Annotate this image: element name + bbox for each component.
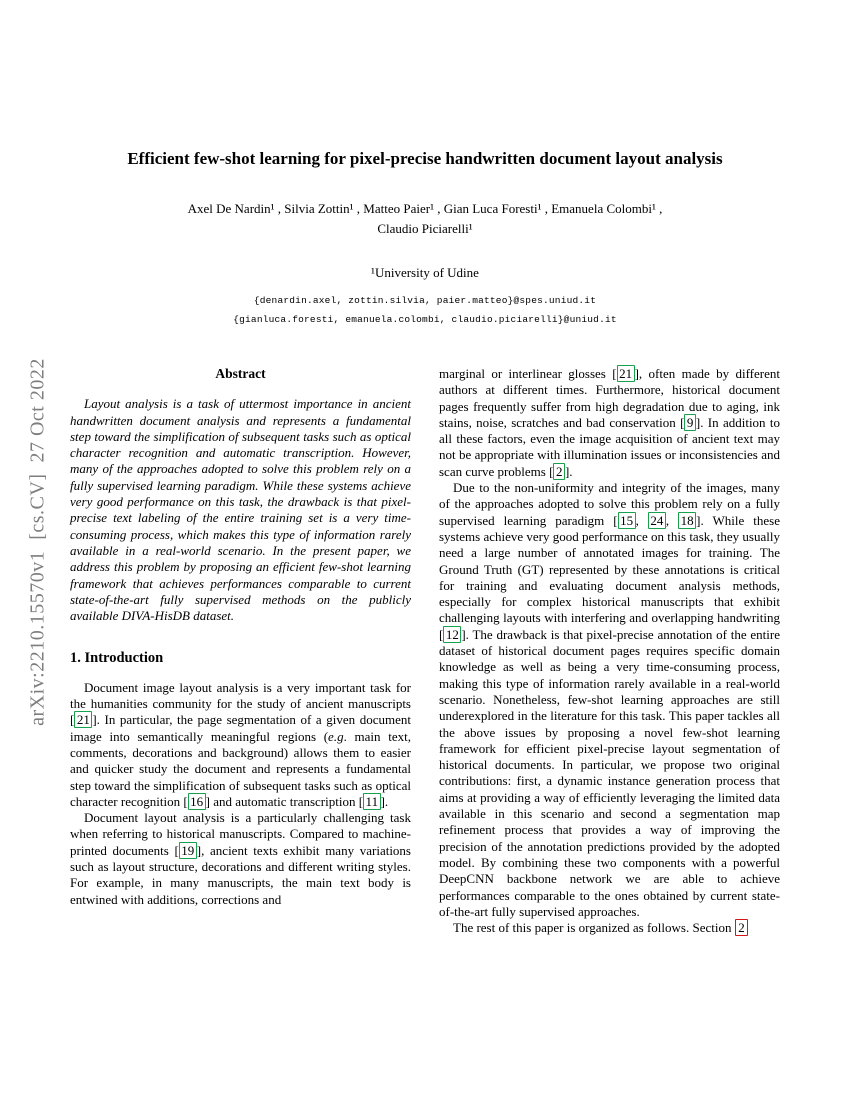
two-column-body <box>0 366 850 936</box>
affiliation: ¹University of Udine <box>371 265 479 280</box>
section-heading-introduction: 1. Introduction <box>70 650 164 667</box>
abstract-text: Layout analysis is a task of uttermost importance in ancient handwritten document analysis and represents a fundamental step toward the simplification of subsequent tasks such as optical character recognition and automatic transcription. However, many of the approaches adopted to solve this problem rely on a fully supervised learning paradigm. While these systems achieve very good performance on this task, the drawback is that pixel-precise text labeling of the entire training set is a very time-consuming process, which makes this type of information rarely available in a real-world scenario. In the present paper, we address this problem by proposing an efficient few-shot learning framework that achieves performances comparable to current state-of-the-art fully supervised methods on the publicly available DIVA-HisDB dataset. <box>70 396 411 624</box>
citation-link[interactable]: 2 <box>553 463 565 480</box>
citation-link[interactable]: 9 <box>684 414 696 431</box>
right-column <box>439 366 780 936</box>
citation-link[interactable]: 11 <box>363 793 381 810</box>
emails-block <box>0 291 850 329</box>
citation-link[interactable]: 18 <box>678 512 696 529</box>
authors-block <box>0 199 850 239</box>
intro-paragraph-1: Document image layout analysis is a very important task for the humanities community for the study of ancient manuscripts [ 21 ]. In particular, the page segmentation of a given document image into semantically meaningful regions (e.g. main text, comments, decorations and background) allows them to easier and quicker study the document and represents a fundamental step toward the simplification of subsequent tasks such as optical character recognition [ 16 ] and automatic transcription [ 11 ]. <box>70 679 411 809</box>
section-ref-link[interactable]: 2 <box>735 919 749 936</box>
intro-paragraph-2-continued: marginal or interlinear glosses [ 21 ], often made by different authors at different times. Furthermore, historical document pages frequently suffer from high degradation due to aging, ink stains, noise, scratches and bad conservation [ 9 ]. In addition to all these factors, even the image acquisition of ancient text may not be appropriate with illumination issues or inconsistencies and scan curve problems [ 2 ]. <box>439 366 780 479</box>
citation-link[interactable]: 15 <box>618 512 636 529</box>
intro-paragraph-2: Document layout analysis is a particularly challenging task when referring to historical manuscripts. Compared to machine-printed documents [ 19 ], ancient texts exhibit many variations such as layout structure, decorations and different writing styles. For example, in many manuscripts, the main text body is entwined with additions, corrections and <box>70 810 411 907</box>
citation-link[interactable]: 21 <box>617 365 635 382</box>
paper-title: Efficient few-shot learning for pixel-precise handwritten document layout analysis <box>127 149 723 168</box>
citation-link[interactable]: 21 <box>74 711 92 728</box>
email-line-1: {denardin.axel, zottin.silvia, paier.matteo}@spes.uniud.it <box>253 295 597 306</box>
abstract-heading: Abstract <box>215 366 266 381</box>
citation-link[interactable]: 19 <box>179 842 197 859</box>
title-block <box>0 0 850 329</box>
authors-line-2: Claudio Piciarelli¹ <box>377 221 473 236</box>
authors-line-1: Axel De Nardin¹ , Silvia Zottin¹ , Matteo Paier¹ , Gian Luca Foresti¹ , Emanuela Colombi¹ , <box>187 201 663 216</box>
citation-link[interactable]: 16 <box>188 793 206 810</box>
citation-link[interactable]: 24 <box>648 512 666 529</box>
intro-paragraph-4: The rest of this paper is organized as follows. Section 2 <box>439 920 780 936</box>
arxiv-watermark: arXiv:2210.15570v1 [cs.CV] 27 Oct 2022 <box>26 358 49 726</box>
left-column <box>70 366 411 936</box>
citation-link[interactable]: 12 <box>443 626 461 643</box>
email-line-2: {gianluca.foresti, emanuela.colombi, claudio.piciarelli}@uniud.it <box>233 314 617 325</box>
intro-paragraph-3: Due to the non-uniformity and integrity of the images, many of the approaches adopted to solve this problem rely on a fully supervised learning paradigm [ 15 , 24 , 18 ]. While these systems achieve very good performance on this task, they usually need a large number of annotated images for training. The Ground Truth (GT) represented by these annotations is critical for training and evaluating document analysis methods, especially for complex historical manuscripts that exhibit challenging layouts with interfering and overlapping handwriting [ 12 ]. The drawback is that pixel-precise annotation of the entire dataset of historical document pages requires specific domain knowledge as well as being a very time-consuming process, making this type of information rarely available in a real-world scenario. Nonetheless, few-shot learning approaches are still underexplored in the literature for this task. This paper tackles all the above issues by proposing a novel few-shot learning framework for efficient pixel-precise layout segmentation of historical documents. In particular, we propose two original contributions: first, a dynamic instance generation process that aims at providing a way of efficiently leveraging the limited data available in this scenario and second a segmentation map refinement process that provides a way of improving the precision of the annotation predictions provided by the adopted model. By combining these two components with a powerful DeepCNN backbone network we are able to achieve performances comparable to the ones obtained by current state-of-the-art fully supervised approaches. <box>439 480 781 919</box>
